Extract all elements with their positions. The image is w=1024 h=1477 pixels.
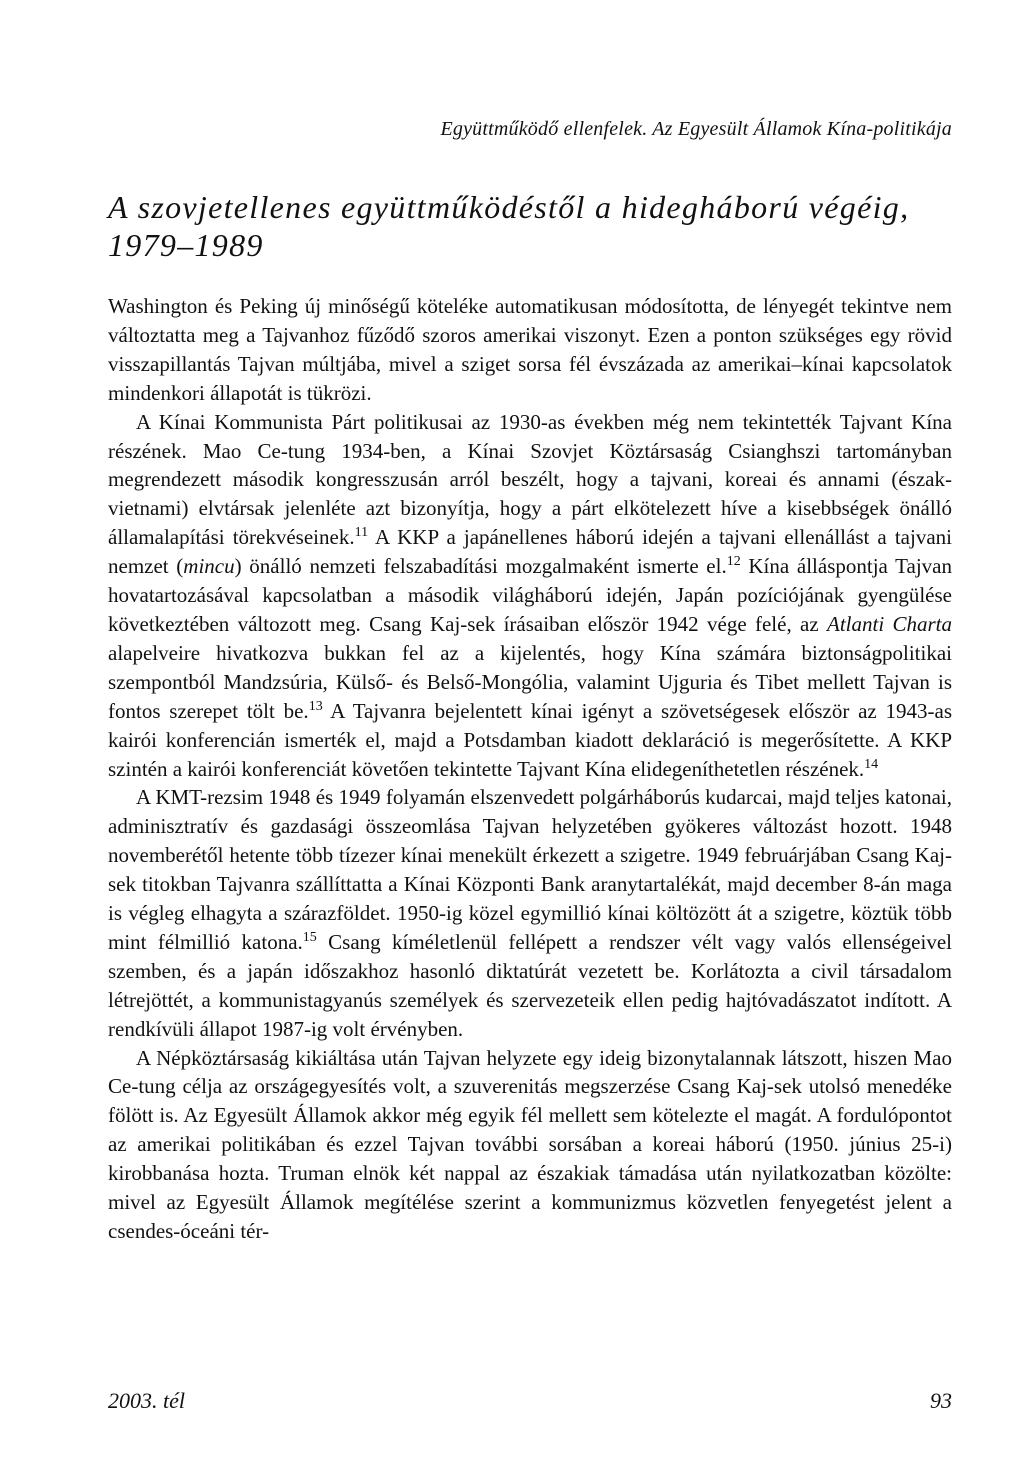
section-title — [108, 188, 968, 264]
paragraph-text: Washington és Peking új minőségű köteléke automatikusan módosította, de lényegét tekintve nem változtatta meg a Tajvanhoz fűződő szoros amerikai viszonyt. Ezen a ponton szükséges egy rövid visszapillantás Tajvan múltjába, mivel a sziget sorsa fél évszázada az amerikai–kínai kapcsolatok mindenkori állapotát is tükrözi. — [108, 294, 952, 405]
footnote-ref: 15 — [302, 929, 317, 945]
footnote-ref: 11 — [354, 525, 369, 541]
paragraph — [108, 783, 952, 1043]
paragraph — [108, 292, 952, 408]
paragraph-text: A KKP a japánellenes háború idején a tajvani ellenállást a tajvani nemzet ( — [108, 525, 952, 579]
italic-term: Atlanti Charta — [827, 611, 953, 636]
paragraph-text: ) önálló nemzeti felszabadítási mozgalmaként ismerte el. — [234, 554, 727, 579]
paragraph-text: A KMT-rezsim 1948 és 1949 folyamán elszenvedett polgárháborús kudarcai, majd teljes katonai, adminisztratív és gazdasági összeomlása Tajvan helyzetében gyökeres változást hozott. 1948 novemberétől hetente több tízezer kínai menekült érkezett a szigetre. 1949 februárjában Csang Kaj-sek titokban Tajvanra szállíttatta a Kínai Központi Bank aranytartalékát, majd december 8-án maga is végleg elhagyta a szárazföldet. 1950-ig közel egymillió kínai költözött át a szigetre, köztük több mint félmillió katona. — [108, 785, 952, 954]
paragraph-text: A Tajvanra bejelentett kínai igényt a szövetségesek először az 1943-as kairói konferencián ismerték el, majd a Potsdamban kiadott deklaráció is megerősítette. A KKP szintén a kairói konferenciát követően tekintette Tajvant Kína elidegeníthetetlen részének. — [108, 698, 953, 781]
paragraph-text: Csang kíméletlenül fellépett a rendszer vélt vagy valós ellenségeivel szemben, és a japán időszakhoz hasonló diktatúrát vezetett be. Korlátozta a civil társadalom létrejöttét, a kommunistagyanús személyek és szervezeteik ellen pedig hajtóvadászatot indított. A rendkívüli állapot 1987-ig volt érvényben. — [108, 929, 952, 1041]
paragraph-text: A Kínai Kommunista Párt politikusai az 1930-as években még nem tekintették Tajvant Kína részének. Mao Ce-tung 1934-ben, a Kínai Szovjet Köztársaság Csianghszi tartományban megrendezett második kongresszusán arról beszélt, hogy a tajvani, koreai és annami (észak-vietnami) elvtársak jelenléte azt bizonyítja, hogy a párt elkötelezett híve a kisebbségek önálló államalapítási törekvéseinek. — [108, 409, 952, 550]
issue-label: 2003. tél — [108, 1388, 185, 1413]
paragraph-text: A Népköztársaság kikiáltása után Tajvan helyzete egy ideig bizonytalannak látszott, hiszen Mao Ce-tung célja az országegyesítés volt, a szuverenitás megszerzése Csang Kaj-sek utolsó menedéke fölött is. Az Egyesült Államok akkor még egyik fél mellett sem kötelezte el magát. A fordulópontot az amerikai politikában és ezzel Tajvan további sorsában a koreai háború (1950. június 25-i) kirobbanása hozta. Truman elnök két nappal az északiak támadása után nyilatkozatban közölte: mivel az Egyesült Államok megítélése szerint a kommunizmus közvetlen fenyegetést jelent a csendes-óceáni tér- — [108, 1045, 952, 1243]
running-header: Együttműködő ellenfelek. Az Egyesült Államok Kína-politikája — [440, 118, 952, 140]
paragraph-text: Kína álláspontja Tajvan hovatartozásával kapcsolatban a második világháború idején, Japán pozíciójának gyengülése következtében változott meg. Csang Kaj-sek írásaiban először 1942 vége felé, az — [108, 554, 952, 636]
paragraph — [108, 1044, 952, 1246]
footnote-ref: 12 — [726, 554, 741, 570]
paragraph — [108, 408, 952, 784]
footnote-ref: 14 — [864, 756, 879, 772]
section-title-line: A szovjetellenes együttműködéstől a hidegháború végéig, — [108, 189, 910, 225]
italic-term: mincu — [183, 554, 235, 579]
body-text — [108, 292, 952, 1246]
page-number: 93 — [930, 1388, 952, 1413]
paragraph-text: alapelveire hivatkozva bukkan fel az a kijelentés, hogy Kína számára biztonságpolitikai szempontból Mandzsúria, Külső- és Belső-Mongólia, valamint Ujguria és Tibet mellett Tajvan is fontos szerepet tölt be. — [108, 640, 952, 723]
footnote-ref: 13 — [308, 698, 323, 714]
section-title-years: 1979–1989 — [108, 227, 264, 263]
